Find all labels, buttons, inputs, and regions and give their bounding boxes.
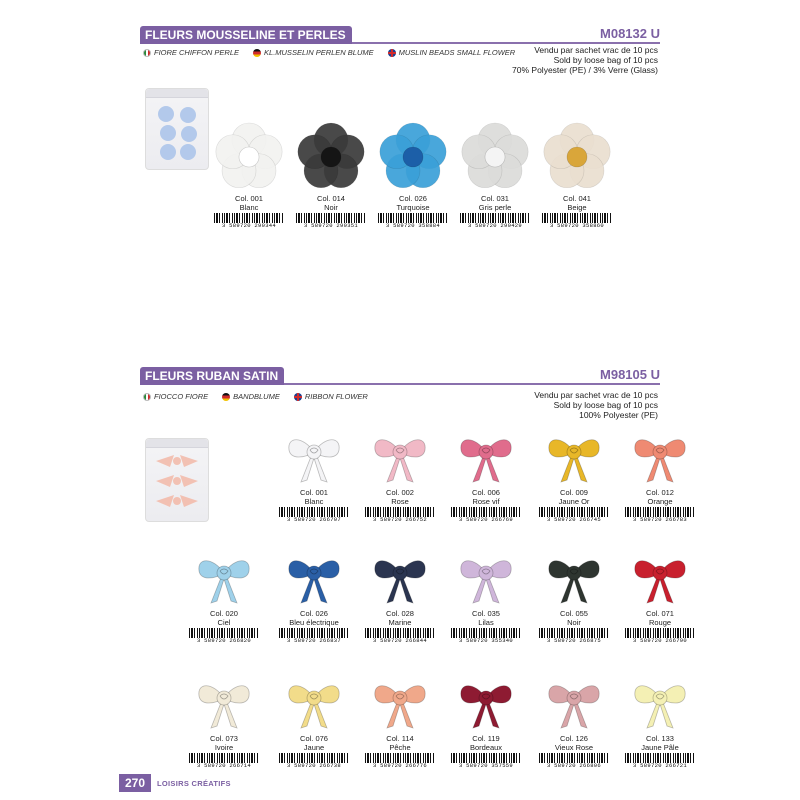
ribbon-bow-image (453, 428, 519, 488)
section-title: FLEURS RUBAN SATIN (140, 367, 284, 385)
barcode (365, 628, 435, 644)
translation-text: FIORE CHIFFON PERLE (154, 48, 240, 57)
product-item (359, 428, 441, 523)
color-name: Rose vif (472, 497, 500, 506)
color-code: Col. 002 (386, 488, 414, 497)
section-header-ruban (140, 367, 660, 385)
ribbon-bow-image (281, 428, 347, 488)
product-item (533, 428, 615, 523)
translation-it (143, 392, 208, 401)
barcode (539, 628, 609, 644)
color-name: Ciel (217, 618, 231, 627)
color-name: Jaune Pâle (641, 743, 679, 752)
color-name: Blanc (304, 497, 324, 506)
barcode-number: 3 589720 266875 (546, 637, 601, 644)
product-item (619, 549, 701, 644)
product-item (290, 120, 372, 229)
uk-flag-icon (388, 49, 396, 57)
color-name: Turquoise (396, 203, 430, 212)
translation-de (253, 48, 374, 57)
barcode (539, 753, 609, 769)
ribbon-bow-image (627, 674, 693, 734)
barcode (214, 213, 284, 229)
color-name: Lilas (478, 618, 494, 627)
footer-label: LOISIRS CRÉATIFS (157, 778, 231, 788)
color-name: Rouge (648, 618, 672, 627)
product-reference: M98105 U (600, 367, 660, 382)
barcode (539, 507, 609, 523)
sales-info-line: Sold by loose bag of 10 pcs (553, 55, 658, 65)
product-item (183, 674, 265, 769)
barcode (542, 213, 612, 229)
section-title: FLEURS MOUSSELINE ET PERLES (140, 26, 352, 44)
germany-flag-icon (222, 393, 230, 401)
color-code: Col. 126 (560, 734, 588, 743)
ribbon-bow-image (367, 674, 433, 734)
barcode (451, 753, 521, 769)
product-item (273, 549, 355, 644)
barcode (460, 213, 530, 229)
barcode (625, 507, 695, 523)
product-item (183, 549, 265, 644)
barcode (279, 753, 349, 769)
flower-image (540, 120, 614, 194)
barcode (279, 628, 349, 644)
barcode-number: 3 589720 266738 (286, 762, 341, 769)
color-code: Col. 020 (210, 609, 238, 618)
color-code: Col. 041 (563, 194, 591, 203)
barcode-number: 3 589720 290344 (221, 222, 276, 229)
color-code: Col. 028 (386, 609, 414, 618)
translation-en (388, 48, 516, 57)
sales-info-line: Sold by loose bag of 10 pcs (553, 400, 658, 410)
barcode-number: 3 589720 266714 (196, 762, 251, 769)
color-code: Col. 114 (386, 734, 414, 743)
color-name: Marine (388, 618, 412, 627)
barcode-number: 3 589720 266776 (372, 762, 427, 769)
product-reference: M08132 U (600, 26, 660, 41)
color-code: Col. 009 (560, 488, 588, 497)
color-name: Blanc (239, 203, 259, 212)
translation-text: RIBBON FLOWER (304, 392, 368, 401)
barcode-number: 3 589720 266769 (458, 516, 513, 523)
ribbon-bow-image (191, 674, 257, 734)
color-code: Col. 014 (317, 194, 345, 203)
product-item (445, 549, 527, 644)
sales-info-line: Vendu par sachet vrac de 10 pcs (534, 390, 658, 400)
product-item (445, 674, 527, 769)
color-name: Bordeaux (469, 743, 503, 752)
ribbon-bow-image (281, 549, 347, 609)
ribbon-bow-image (627, 428, 693, 488)
barcode-number: 3 589720 358884 (385, 222, 440, 229)
sales-info-line: 70% Polyester (PE) / 3% Verre (Glass) (512, 65, 658, 75)
color-code: Col. 073 (210, 734, 238, 743)
color-name: Noir (324, 203, 338, 212)
color-name: Bleu électrique (289, 618, 339, 627)
barcode (279, 507, 349, 523)
barcode-number: 3 589720 357559 (458, 762, 513, 769)
product-item (454, 120, 536, 229)
barcode-number: 3 589720 290429 (467, 222, 522, 229)
product-item (359, 674, 441, 769)
ribbon-bow-image (453, 549, 519, 609)
color-name: Gris perle (478, 203, 512, 212)
color-code: Col. 133 (646, 734, 674, 743)
color-name: Pêche (389, 743, 411, 752)
barcode-number: 3 589720 266844 (372, 637, 427, 644)
color-code: Col. 001 (235, 194, 263, 203)
color-name: Jaune (303, 743, 325, 752)
bag-contents-icon (146, 89, 208, 169)
color-name: Jaune Or (558, 497, 590, 506)
product-item (273, 428, 355, 523)
color-code: Col. 031 (481, 194, 509, 203)
barcode-number: 3 589720 266806 (546, 762, 601, 769)
barcode-number: 3 589720 266820 (196, 637, 251, 644)
barcode-number: 3 589720 358860 (549, 222, 604, 229)
product-item (273, 674, 355, 769)
color-name: Ivoire (214, 743, 234, 752)
translations (143, 392, 368, 401)
product-item (445, 428, 527, 523)
product-item (359, 549, 441, 644)
translation-text: FIOCCO FIORE (154, 392, 209, 401)
flower-image (376, 120, 450, 194)
product-item (372, 120, 454, 229)
barcode-number: 3 589720 266790 (632, 637, 687, 644)
ribbon-bow-image (541, 674, 607, 734)
product-item (619, 428, 701, 523)
barcode (189, 628, 259, 644)
page-footer (119, 774, 231, 792)
ribbon-bow-image (191, 549, 257, 609)
color-code: Col. 076 (300, 734, 328, 743)
translation-text: MUSLIN BEADS SMALL FLOWER (398, 48, 516, 57)
translation-text: BANDBLUME (233, 392, 280, 401)
color-name: Noir (567, 618, 581, 627)
sales-info-line: Vendu par sachet vrac de 10 pcs (534, 45, 658, 55)
germany-flag-icon (253, 49, 261, 57)
flower-image (294, 120, 368, 194)
translations (143, 48, 515, 57)
barcode (451, 507, 521, 523)
uk-flag-icon (294, 393, 302, 401)
barcode (378, 213, 448, 229)
barcode-number: 3 589720 266745 (546, 516, 601, 523)
color-code: Col. 001 (300, 488, 328, 497)
product-item (208, 120, 290, 229)
translation-it (143, 48, 239, 57)
barcode (625, 753, 695, 769)
color-code: Col. 026 (399, 194, 427, 203)
page-number: 270 (119, 774, 151, 792)
ribbon-bow-image (367, 549, 433, 609)
barcode (296, 213, 366, 229)
barcode (365, 753, 435, 769)
ribbon-bow-image (627, 549, 693, 609)
barcode-number: 3 589720 266837 (286, 637, 341, 644)
barcode (625, 628, 695, 644)
barcode-number: 3 589720 290351 (303, 222, 358, 229)
flower-image (212, 120, 286, 194)
barcode (451, 628, 521, 644)
product-bag-image (145, 88, 209, 170)
sales-info-line: 100% Polyester (PE) (579, 410, 658, 420)
italy-flag-icon (143, 393, 151, 401)
color-code: Col. 035 (472, 609, 500, 618)
product-item (533, 674, 615, 769)
translation-de (222, 392, 280, 401)
ribbon-bow-image (541, 428, 607, 488)
barcode (189, 753, 259, 769)
ribbon-bow-image (367, 428, 433, 488)
barcode-number: 3 589720 266721 (632, 762, 687, 769)
barcode (365, 507, 435, 523)
barcode-number: 3 589720 355340 (458, 637, 513, 644)
color-name: Orange (647, 497, 673, 506)
color-code: Col. 026 (300, 609, 328, 618)
color-code: Col. 071 (646, 609, 674, 618)
color-name: Beige (567, 203, 587, 212)
section-header-mousseline (140, 26, 660, 44)
italy-flag-icon (143, 49, 151, 57)
flower-image (458, 120, 532, 194)
color-name: Vieux Rose (554, 743, 594, 752)
translation-en (294, 392, 368, 401)
ribbon-bow-image (453, 674, 519, 734)
color-code: Col. 012 (646, 488, 674, 497)
sales-info (512, 45, 658, 75)
product-bag-image (145, 438, 209, 522)
color-name: Rose (391, 497, 409, 506)
product-item (619, 674, 701, 769)
color-code: Col. 119 (472, 734, 500, 743)
translation-text: KL.MUSSELIN PERLEN BLUME (264, 48, 374, 57)
ribbon-bow-image (541, 549, 607, 609)
bag-contents-icon (146, 439, 208, 521)
product-item (533, 549, 615, 644)
color-code: Col. 055 (560, 609, 588, 618)
barcode-number: 3 589720 266752 (372, 516, 427, 523)
barcode-number: 3 589720 266783 (632, 516, 687, 523)
ribbon-bow-image (281, 674, 347, 734)
sales-info (534, 390, 658, 420)
color-code: Col. 006 (472, 488, 500, 497)
product-item (536, 120, 618, 229)
barcode-number: 3 589720 266707 (286, 516, 341, 523)
